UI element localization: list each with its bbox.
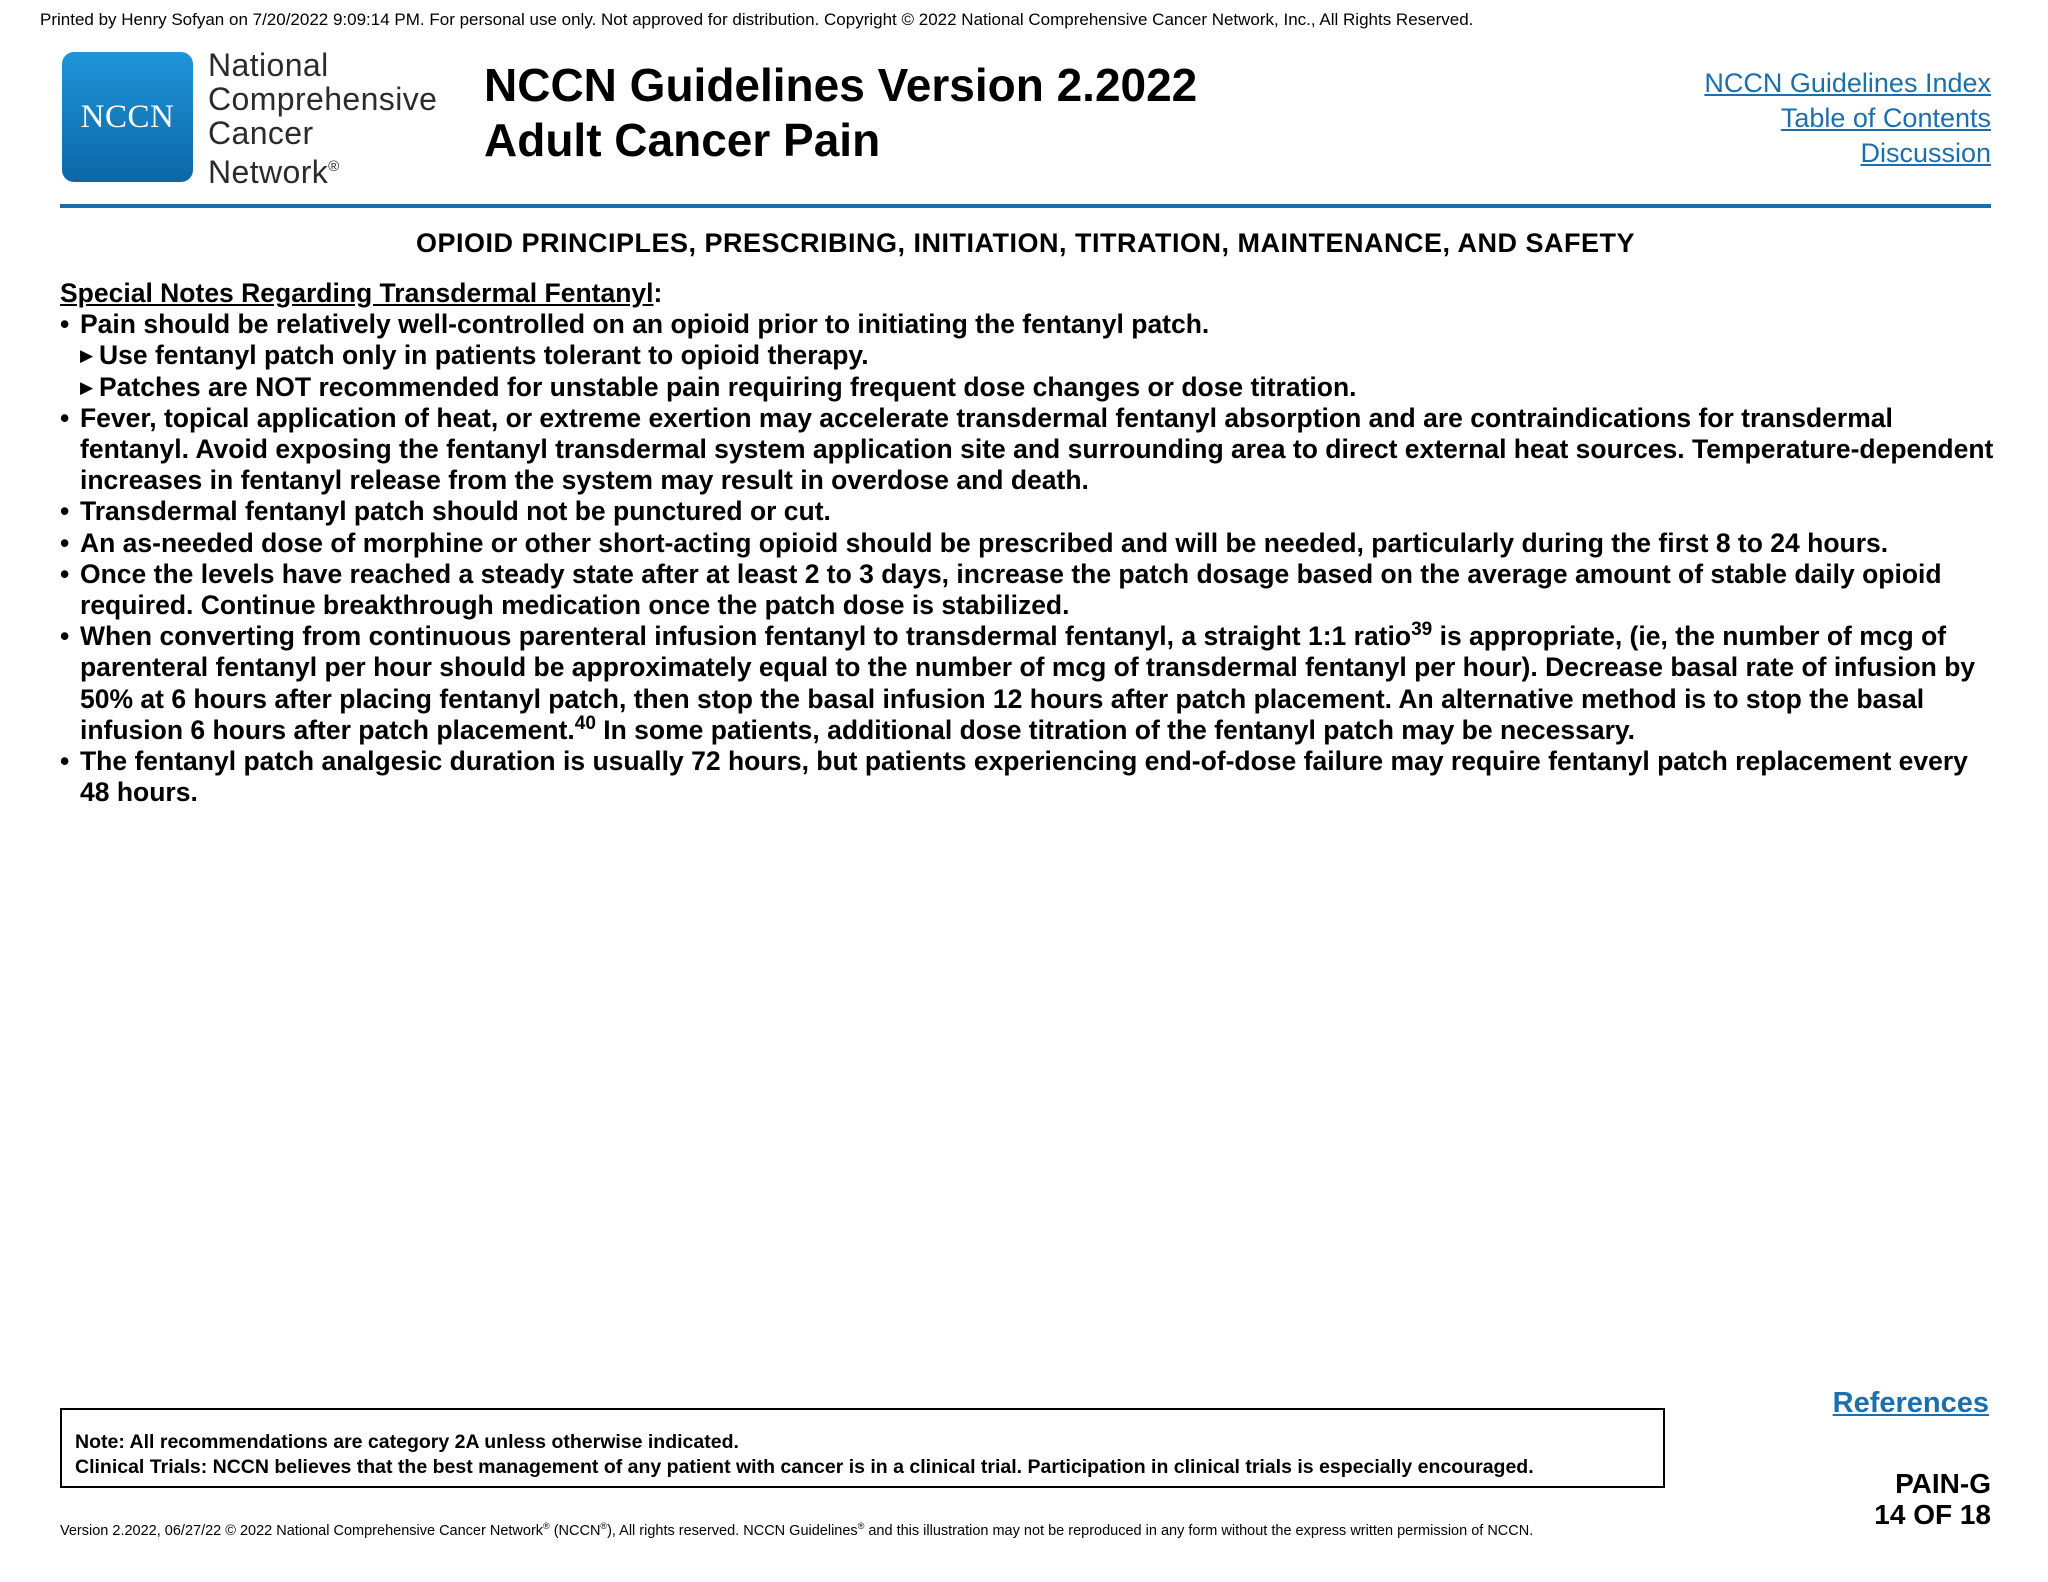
logo-line-2: Comprehensive [208, 81, 438, 117]
sub-list-item: ▶ Use fentanyl patch only in patients tolerant to opioid therapy. [80, 340, 869, 371]
bullet-icon: • [60, 558, 70, 589]
logo-abbreviation: NCCN [80, 98, 175, 135]
copyright-footer: Version 2.2022, 06/27/22 © 2022 National Comprehensive Cancer Network® (NCCN®), All rights reserved. NCCN Guidelines® and this illustration may not be reproduced in any form without the express written permission of NCCN. [60, 1521, 1534, 1539]
page-number: 14 OF 18 [1874, 1499, 1991, 1530]
logo-line-1: National [208, 47, 329, 83]
reference-superscript: 40 [574, 712, 596, 734]
title-version: NCCN Guidelines Version 2.2022 [484, 59, 1198, 111]
list-item: • Transdermal fentanyl patch should not be punctured or cut. [60, 496, 831, 527]
triangle-right-icon: ▶ [80, 377, 94, 397]
guideline-nav [1704, 66, 1991, 171]
list-item: • Pain should be relatively well-controlled on an opioid prior to initiating the fentanyl patch. [60, 309, 1210, 340]
list-item: • Fever, topical application of heat, or extreme exertion may accelerate transdermal fentanyl absorption and are contraindications for transdermal fentanyl. Avoid exposing the fentanyl transdermal system application site and surrounding area to direct external heat sources. Temperature-dependent increases in fentanyl release from the system may result in overdose and death. [60, 402, 1994, 496]
bullet-icon: • [60, 527, 70, 558]
list-item: • When converting from continuous parenteral infusion fentanyl to transdermal fentanyl, a straight 1:1 ratio$^{39}$ is appropriate, (ie, the number of mcg of parenteral fentanyl per hour should be approximately equal to the number of mcg of transdermal fentanyl per hour). Decrease basal rate of infusion by 50% at 6 hours after placing fentanyl patch, then stop the basal infusion 12 hours after patch placement. An alternative method is to stop the basal infusion 6 hours after patch placement.$^{40}$ In some patients, additional dose titration of the fentanyl patch may be necessary. [60, 619, 1976, 745]
clinical-trials-note: Clinical Trials: NCCN believes that the best management of any patient with cancer is in a clinical trial. Participation in clinical trials is especially encouraged. [75, 1456, 1534, 1478]
reference-superscript: 39 [1411, 619, 1433, 641]
page-identifier [1874, 1468, 1991, 1530]
notes-heading-text: Special Notes Regarding Transdermal Fentanyl [60, 278, 654, 308]
triangle-right-icon: ▶ [80, 346, 94, 366]
references-link[interactable]: References [1832, 1387, 1989, 1419]
category-note-box [60, 1408, 1665, 1488]
notes-body [60, 278, 2000, 808]
bullet-icon: • [60, 402, 70, 433]
section-heading: OPIOID PRINCIPLES, PRESCRIBING, INITIATION, TITRATION, MAINTENANCE, AND SAFETY [415, 228, 1636, 258]
notes-heading: Special Notes Regarding Transdermal Fentanyl: [60, 278, 663, 308]
guidelines-index-link[interactable]: NCCN Guidelines Index [1704, 68, 1991, 98]
sub-list-item: ▶ Patches are NOT recommended for unstable pain requiring frequent dose changes or dose titration. [80, 371, 1357, 402]
category-note: Note: All recommendations are category 2A unless otherwise indicated. [75, 1431, 739, 1453]
title-topic: Adult Cancer Pain [484, 114, 881, 166]
nccn-logo-icon [62, 52, 193, 182]
table-of-contents-link[interactable]: Table of Contents [1780, 103, 1991, 133]
list-item: • Once the levels have reached a steady state after at least 2 to 3 days, increase the patch dosage based on the average amount of stable daily opioid required. Continue breakthrough medication once the patch dose is stabilized. [60, 558, 1942, 621]
logo-wordmark [208, 48, 437, 189]
page-title [484, 58, 1197, 168]
discussion-link[interactable]: Discussion [1860, 138, 1991, 168]
bullet-icon: • [60, 621, 70, 652]
page-code: PAIN-G [1895, 1468, 1991, 1499]
bullet-icon: • [60, 309, 70, 340]
list-item: • An as-needed dose of morphine or other short-acting opioid should be prescribed and will be needed, particularly during the first 8 to 24 hours. [60, 527, 1889, 558]
logo-registered-mark: ® [328, 158, 340, 175]
logo-line-4: Network [208, 154, 329, 190]
bullet-icon: • [60, 746, 70, 777]
header-divider [60, 204, 1991, 208]
print-notice: Printed by Henry Sofyan on 7/20/2022 9:09:14 PM. For personal use only. Not approved for distribution. Copyright © 2022 National Comprehensive Cancer Network, Inc., All Rights Reserved. [40, 10, 1474, 29]
logo-line-3: Cancer [208, 115, 314, 151]
bullet-icon: • [60, 496, 70, 527]
list-item: • The fentanyl patch analgesic duration is usually 72 hours, but patients experiencing end-of-dose failure may require fentanyl patch replacement every 48 hours. [60, 746, 1968, 808]
